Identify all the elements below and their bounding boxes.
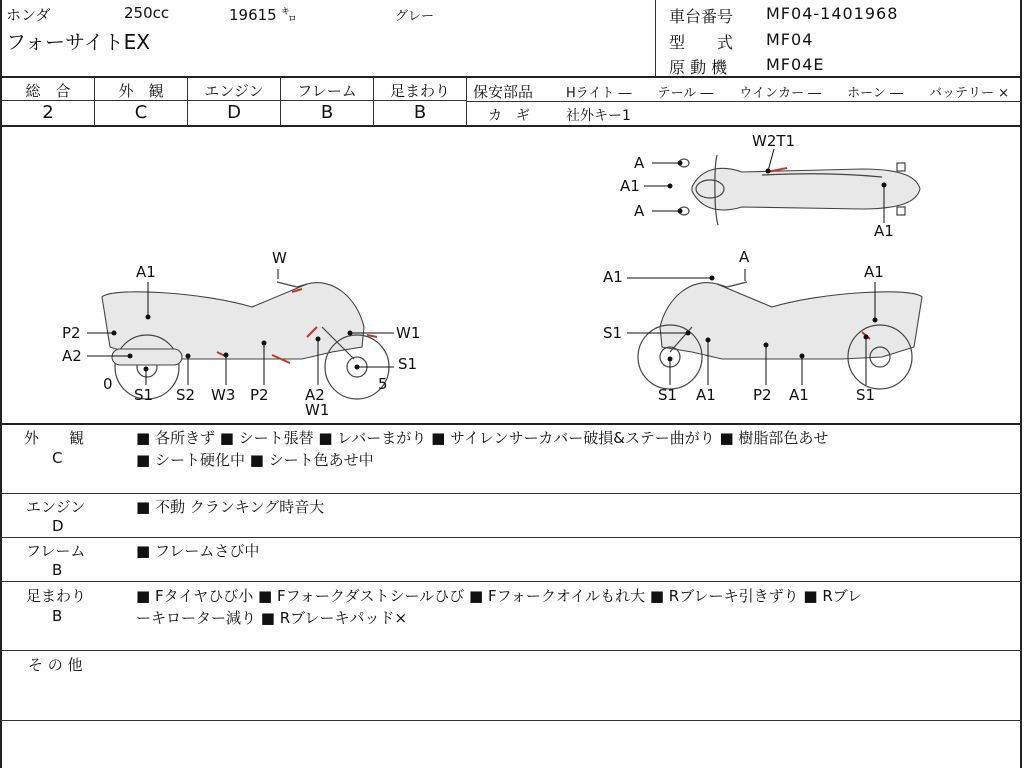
- label-top-a-lower: A: [634, 202, 645, 220]
- label-left-a1: A1: [136, 263, 156, 281]
- section-suspension-label: 足まわり: [26, 587, 87, 605]
- grade-suspension-label: 足まわり: [389, 82, 450, 100]
- body-color: グレー: [395, 9, 435, 24]
- safety-mid-rule: [466, 101, 1022, 102]
- scooter-left-view: [102, 282, 389, 399]
- label-left-s1-side: S1: [398, 355, 418, 373]
- rule-s3: [0, 581, 1022, 582]
- engine-label: 原 動 機: [669, 58, 728, 77]
- label-left-w3: W3: [211, 386, 236, 404]
- maker: ホンダ: [6, 6, 51, 24]
- label-right-a1-bottom: A1: [696, 386, 716, 404]
- section-suspension-text-1: ■ Fタイヤひび小 ■ Fフォークダストシールひび ■ Fフォークオイルもれ大 ■ Rブレーキ引きずり ■ Rブレ: [136, 587, 863, 605]
- type-value: MF04: [766, 30, 814, 49]
- label-right-s1-front: S1: [658, 386, 678, 404]
- model-name: フォーサイトEX: [6, 30, 150, 54]
- grade-engine: D: [227, 102, 241, 123]
- label-top-w2t1: W2T1: [752, 132, 796, 150]
- label-left-w1-side: W1: [396, 324, 421, 342]
- label-right-a1-rear: A1: [864, 263, 884, 281]
- section-exterior-grade: C: [52, 449, 63, 467]
- section-other-label: そ の 他: [28, 656, 83, 674]
- section-frame-label: フレーム: [26, 542, 86, 560]
- label-left-w1: W1: [305, 401, 330, 419]
- rule-s5: [0, 720, 1022, 721]
- label-right-p2: P2: [753, 386, 772, 404]
- section-suspension-text-2: ーキローター減り ■ Rブレーキパッド×: [136, 609, 408, 627]
- safety-items: Hライト ― テール ― ウインカー ― ホーン ― バッテリー ×: [566, 86, 1010, 101]
- label-left-zero: 0: [103, 375, 113, 393]
- label-top-a1-left: A1: [620, 177, 640, 195]
- label-left-p2: P2: [250, 386, 269, 404]
- header-divider: [655, 0, 656, 77]
- grade-total-label: 総 合: [25, 82, 71, 100]
- section-frame-text-1: ■ フレームさび中: [136, 542, 260, 560]
- label-left-w: W: [272, 249, 287, 267]
- grade-engine-label: エンジン: [204, 82, 264, 100]
- rule-s2: [0, 537, 1022, 538]
- label-top-a1-right: A1: [874, 222, 894, 240]
- label-left-p2-side: P2: [62, 324, 81, 342]
- label-left-s1: S1: [134, 386, 154, 404]
- mileage: 19615 ㌔: [229, 6, 297, 24]
- rule-diagram: [0, 423, 1022, 425]
- label-right-a1-top: A1: [603, 268, 623, 286]
- section-exterior-text-2: ■ シート硬化中 ■ シート色あせ中: [136, 451, 374, 469]
- frame-no: MF04-1401968: [766, 4, 899, 23]
- grade-exterior-label: 外 観: [118, 82, 164, 100]
- safety-label: 保安部品: [473, 83, 534, 101]
- section-frame-grade: B: [52, 561, 63, 579]
- section-engine-grade: D: [52, 517, 64, 535]
- type-label: 型 式: [669, 33, 734, 52]
- section-engine-text-1: ■ 不動 クランキング時音大: [136, 498, 325, 516]
- displacement: 250cc: [124, 4, 170, 22]
- grade-total: 2: [42, 102, 54, 123]
- label-left-five: 5: [378, 375, 388, 393]
- label-left-a2-side: A2: [62, 347, 82, 365]
- label-left-a2: A2: [305, 386, 325, 404]
- scooter-right-view: [638, 282, 922, 389]
- rule-header: [0, 76, 1022, 78]
- label-right-a1-mid: A1: [789, 386, 809, 404]
- label-left-s2: S2: [176, 386, 196, 404]
- rule-s1: [0, 493, 1022, 494]
- frame-no-label: 車台番号: [669, 7, 734, 26]
- section-suspension-grade: B: [52, 607, 63, 625]
- label-right-a: A: [739, 248, 750, 266]
- grade-frame-label: フレーム: [297, 82, 357, 100]
- section-engine-label: エンジン: [26, 498, 86, 516]
- engine-model: MF04E: [766, 55, 825, 74]
- rule-s4: [0, 650, 1022, 651]
- grade-frame: B: [320, 102, 334, 123]
- label-right-s1-rear: S1: [856, 386, 876, 404]
- key-value: 社外キー1: [566, 108, 631, 124]
- grade-div-5: [466, 77, 467, 126]
- grade-exterior: C: [134, 102, 148, 123]
- grade-suspension: B: [413, 102, 427, 123]
- label-right-s1-side: S1: [603, 324, 623, 342]
- section-exterior-label: 外 観: [24, 429, 85, 447]
- section-exterior-text-1: ■ 各所きず ■ シート張替 ■ レバーまがり ■ サイレンサーカバー破損&ステー曲がり ■ 樹脂部色あせ: [136, 429, 829, 447]
- key-label: カ ギ: [488, 108, 530, 124]
- damage-diagram: [2, 127, 1022, 423]
- label-top-a-upper: A: [634, 154, 645, 172]
